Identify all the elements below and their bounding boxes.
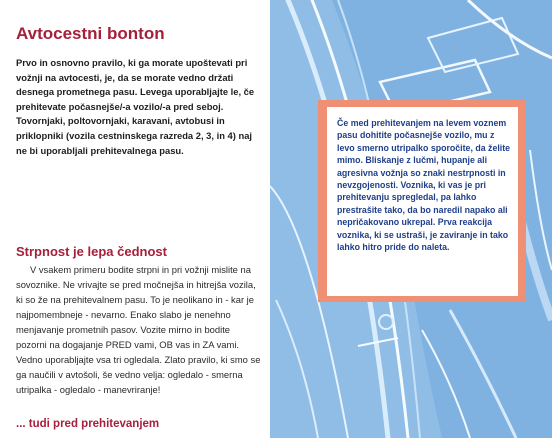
continuation-heading: ... tudi pred prehitevanjem [16, 418, 160, 430]
info-callout-text: Če med prehitevanjem na levem voznem pasu dohitite počasnejše vozilo, mu z levo smerno utripalko sporočite, da želite mimo. Bliskanje z lučmi, hupanje ali agresivna vožnja so znaki nestrpnosti in nevzgojenosti. Voznika, ki vas je pri prehitevanju spregledal, pa lahko prestrašite tako, da bo naredil napako ali nepričakovano ukrepal. Prva reakcija voznika, ki se ustraši, je zaviranje in tako lahko hitro pride do naleta. [337, 118, 511, 253]
section-heading: Strpnost je lepa čednost [16, 244, 167, 259]
article-column [0, 0, 270, 438]
intro-paragraph: Prvo in osnovno pravilo, ki ga morate upoštevati pri vožnji na avtocesti, je, da se morate vedno držati desnega prometnega pasu. Levega uporabljajte le, če prehitevate počasnejše/-a vozilo/-a pred seboj. Tovornjaki, poltovornjaki, karavani, avtobusi in priklopniki (vozila cestninskega razreda 2, 3, in 4) naj ne bi uporabljali prehitevalnega pasu. [16, 57, 255, 156]
article-title: Avtocestni bonton [16, 24, 165, 43]
body-paragraph: V vsakem primeru bodite strpni in pri vožnji mislite na sovoznike. Ne vrivajte se pred močnejša in hitrejša vozila, ki so že na prehitevalnem pasu. To je neolikano in - kar je najpomembneje - nevarno. Enako slabo je nenehno menjavanje prometnih pasov. Vozite mirno in bodite pozorni na dogajanje PRED vami, OB vas in ZA vami. Vedno uporabljajte vsa tri ogledala. Zlato pravilo, ki smo se ga naučili v avtošoli, še vedno velja: ogledalo - smerna utripalka - ogledalo - manevriranje! [16, 264, 261, 395]
